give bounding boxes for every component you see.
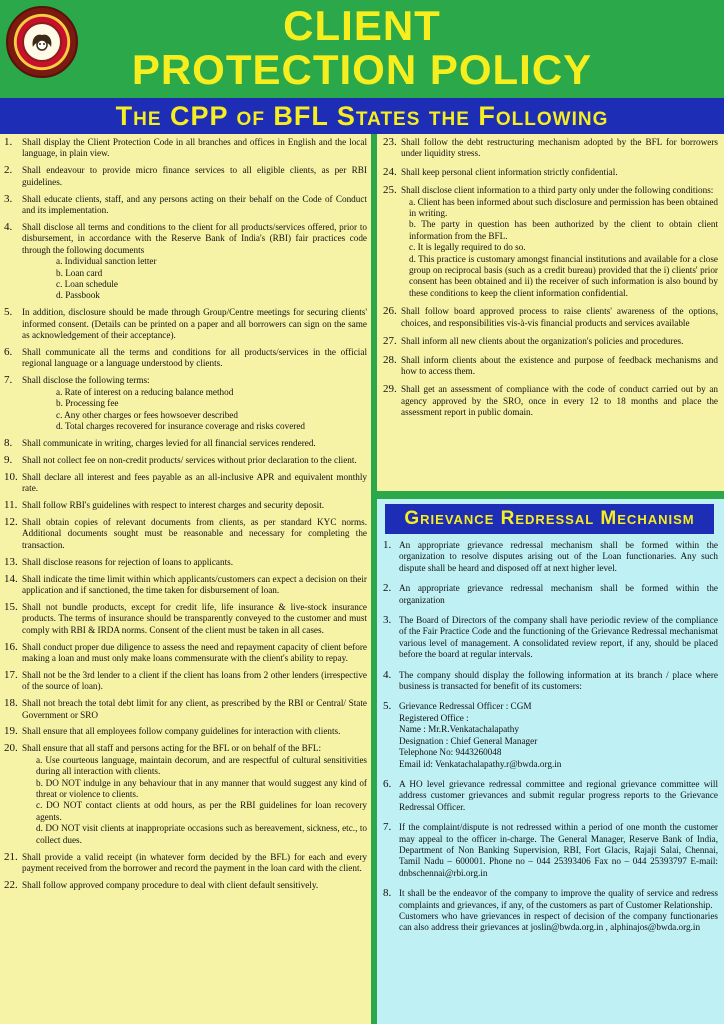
sub-item: a. Rate of interest on a reducing balance method <box>56 386 234 397</box>
policy-list-left <box>0 134 374 1024</box>
sub-item: c. Loan schedule <box>56 278 118 289</box>
item-text <box>22 455 367 466</box>
list-item <box>2 574 367 597</box>
list-item <box>2 602 367 636</box>
list-item <box>2 472 367 495</box>
grievance-heading: Grievance Redressal Mechanism <box>385 504 714 534</box>
item-number: 9. <box>4 453 13 466</box>
info-line: Designation : Chief General Manager <box>399 735 538 746</box>
item-number: 6. <box>383 777 392 790</box>
item-text <box>399 540 718 574</box>
item-body: If the complaint/dispute is not redressed within a period of one month the customer may appeal to the officer in-charge. The General Manager, Reserve Bank of India, Department of Non Banking Supervision, RBI, Fort Glacis, Rajaji Salai, Chennai, Tamil Nadu – 600001. Phone no – 044 25393406 Fax no – 044 25393797 E-mail: dnbschennai@rbi.org.in <box>399 822 718 878</box>
item-text <box>22 517 367 551</box>
item-number: 8. <box>383 887 392 900</box>
item-text <box>401 167 718 178</box>
list-item <box>381 306 718 329</box>
item-text <box>22 852 367 875</box>
item-body: Shall endeavour to provide micro finance services to all eligible clients, as per RBI guidelines. <box>22 165 367 187</box>
item-number: 12. <box>4 515 18 528</box>
item-text <box>399 670 718 693</box>
item-text <box>401 355 718 378</box>
sub-item: a. Use courteous language, maintain decorum, and are respectful of cultural sensitivities during all interaction with clients. <box>36 754 367 777</box>
item-body: Shall disclose reasons for rejection of loans to applicants. <box>22 556 234 567</box>
item-text <box>22 574 367 597</box>
sub-item: a. Client has been informed about such disclosure and permission has been obtained in writing. <box>409 196 718 219</box>
item-body: The Board of Directors of the company shall have periodic review of the compliance of the Fair Practice Code and the functioning of the Grievance Redressal mechanismat various level of management. A consolidated review report, if any, should be placed before the board at regular intervals. <box>399 615 718 660</box>
item-number: 8. <box>4 436 13 449</box>
item-body: Shall not be the 3rd lender to a client if the client has loans from 2 other lenders (irrespective of the source of loan). <box>22 669 367 692</box>
list-item <box>2 137 367 160</box>
item-number: 27. <box>383 335 397 348</box>
list-item <box>2 726 367 737</box>
item-number: 29. <box>383 383 397 396</box>
item-text <box>401 336 718 347</box>
sub-item: b. The party in question has been authorized by the client to obtain client information from the BFL. <box>409 219 718 241</box>
item-number: 14. <box>4 572 18 585</box>
item-number: 22. <box>4 878 18 891</box>
item-number: 3. <box>383 614 392 627</box>
item-number: 18. <box>4 697 18 710</box>
list-item <box>2 307 367 341</box>
item-body: Shall keep personal client information strictly confidential. <box>401 166 618 177</box>
item-number: 15. <box>4 600 18 613</box>
item-number: 4. <box>4 220 13 233</box>
item-number: 2. <box>4 164 13 177</box>
item-body: Shall display the Client Protection Code in all branches and offices in English and the local language, in plain view. <box>22 137 367 159</box>
item-number: 26. <box>383 305 397 318</box>
item-text <box>22 438 367 449</box>
list-item <box>2 557 367 568</box>
list-item <box>381 583 718 606</box>
item-number: 20. <box>4 742 18 755</box>
item-number: 21. <box>4 850 18 863</box>
list-item <box>2 347 367 370</box>
item-text <box>399 779 718 813</box>
item-body: Shall disclose client information to a third party only under the following conditions: <box>401 185 714 196</box>
info-line: Email id: Venkatachalapathy.r@bwda.org.in <box>399 758 562 769</box>
item-number: 16. <box>4 640 18 653</box>
item-number: 1. <box>383 539 392 551</box>
list-item <box>2 852 367 875</box>
item-text <box>22 165 367 188</box>
sub-item: d. Passbook <box>56 290 100 301</box>
item-number: 1. <box>4 136 13 148</box>
item-body: Shall educate clients, staff, and any persons acting on their behalf on the Code of Conduct and its implementation. <box>22 193 367 216</box>
list-item <box>2 642 367 665</box>
item-text <box>22 670 367 693</box>
item-body: Shall obtain copies of relevant documents from clients, as per standard KYC norms. Additional documents sought must be reasonable and necessary for completing the transaction. <box>22 516 367 550</box>
sub-item: c. DO NOT contact clients at odd hours, as per the RBI guidelines for loan recovery agents. <box>36 800 367 822</box>
item-body: An appropriate grievance redressal mechanism shall be formed within the organization <box>399 583 718 605</box>
info-line: Name : Mr.R.Venkatachalapathy <box>399 724 519 735</box>
item-body: Shall inform all new clients about the organization's policies and procedures. <box>401 336 684 347</box>
header <box>0 0 724 98</box>
item-body: Shall not collect fee on non-credit products/ services without prior declaration to the client. <box>22 454 357 465</box>
item-body: Shall follow the debt restructuring mechanism adopted by the BFL for borrowers under liquidity stress. <box>401 137 718 159</box>
item-text <box>22 698 367 721</box>
item-body: Shall disclose all terms and conditions to the client for all products/services offered, prior to disbursement, in accordance with the Reserve Bank of India's (RBI) fair practices code through the following documents <box>22 221 367 255</box>
item-body: Shall provide a valid receipt (in whatever form decided by the BFL) for each and every payment received from the borrower and record the payment in the loan card with the client. <box>22 851 367 873</box>
item-body: Shall ensure that all staff and persons acting for the BFL or on behalf of the BFL: <box>22 743 322 754</box>
item-body: Shall not bundle products, except for credit life, life insurance & live-stock insurance products. The terms of insurance should be transparently conveyed to the customer and must comply with RBI & IRDA norms. Consent of the client must be taken in all cases. <box>22 601 367 635</box>
item-number: 28. <box>383 353 397 366</box>
page-title-line-2: PROTECTION POLICY <box>131 46 593 93</box>
item-number: 3. <box>4 192 13 205</box>
list-item <box>381 701 718 769</box>
list-item <box>2 194 367 217</box>
item-text <box>399 583 718 606</box>
sub-item: d. Total charges recovered for insurance coverage and risks covered <box>56 420 306 431</box>
item-number: 19. <box>4 725 18 738</box>
list-item <box>2 517 367 551</box>
item-number: 13. <box>4 555 18 568</box>
item-text <box>22 347 367 370</box>
item-number: 23. <box>383 136 397 148</box>
list-item <box>381 670 718 693</box>
item-number: 10. <box>4 470 18 483</box>
item-text <box>399 888 718 934</box>
list-item <box>2 670 367 693</box>
sub-item: a. Individual sanction letter <box>56 256 157 267</box>
item-text <box>399 701 718 769</box>
item-body: Shall declare all interest and fees payable as an all-inclusive APR and equivalent monthly rate. <box>22 471 367 494</box>
item-number: 6. <box>4 346 13 358</box>
sub-item: b. Processing fee <box>56 398 119 409</box>
item-text <box>399 822 718 879</box>
list-item <box>2 455 367 466</box>
item-text <box>22 743 367 846</box>
info-line: Customers who have grievances in respect of decision of the company functionaries can also address their grievances at joslin@bwda.org.in , alphinajos@bwda.org.in <box>399 910 718 933</box>
item-body: Shall follow board approved process to raise clients' awareness of the options, choices, and responsibilities vis-à-vis financial products and services available <box>401 306 718 328</box>
info-line: It shall be the endeavor of the company to improve the quality of service and redress complaints and grievances, if any, of the customers as part of Customer Relationship. <box>399 888 718 910</box>
item-text <box>22 602 367 636</box>
item-body: Shall follow approved company procedure to deal with client default sensitively. <box>22 879 319 890</box>
item-body: Shall inform clients about the existence and purpose of feedback mechanisms and how to access them. <box>401 354 718 376</box>
item-body: Shall communicate in writing, charges levied for all financial services rendered. <box>22 437 316 448</box>
item-text <box>22 375 367 432</box>
item-body: Shall disclose the following terms: <box>22 375 150 386</box>
info-line: Grievance Redressal Officer : CGM <box>399 701 532 712</box>
item-text <box>22 137 367 160</box>
item-number: 5. <box>383 700 392 713</box>
item-body: A HO level grievance redressal committee and regional grievance committee will address customer grievances and submit regular progress reports to the Grievance Redressal Officer. <box>399 778 718 812</box>
list-item <box>2 375 367 432</box>
item-text <box>22 222 367 302</box>
item-text <box>22 557 367 568</box>
item-text <box>401 137 718 160</box>
list-item <box>381 888 718 934</box>
sub-item: c. Any other charges or fees howsoever described <box>56 409 238 420</box>
item-text <box>22 307 367 341</box>
item-number: 11. <box>4 498 18 511</box>
page-title-line-1: CLIENT <box>283 2 441 49</box>
item-text <box>22 472 367 495</box>
sub-item: c. It is legally required to do so. <box>409 242 526 253</box>
item-body: An appropriate grievance redressal mechanism shall be formed within the organization to resolve disputes arising out of the Loan functionaries. Any such dispute shall be heard and disposed off at next higher level. <box>399 540 718 573</box>
sub-item: b. DO NOT indulge in any behaviour that in any manner that would suggest any kind of threat or violence to clients. <box>36 777 367 799</box>
item-text <box>399 615 718 661</box>
list-item <box>381 167 718 178</box>
item-number: 4. <box>383 668 392 681</box>
list-item <box>381 540 718 574</box>
item-body: The company should display the following information at its branch / place where business is transacted for benefit of its customers: <box>399 669 718 692</box>
list-item <box>2 222 367 302</box>
item-text <box>22 880 367 891</box>
grievance-list <box>381 540 718 934</box>
list-item <box>381 185 718 299</box>
item-number: 24. <box>383 165 397 178</box>
item-text <box>401 384 718 418</box>
item-number: 17. <box>4 668 18 681</box>
item-text <box>401 306 718 329</box>
item-text <box>22 726 367 737</box>
item-body: In addition, disclosure should be made through Group/Centre meetings for securing clients' informed consent. (Details can be printed on a paper and all borrowers can sign on the same as acknowledgement of their acceptance). <box>22 307 367 341</box>
item-number: 5. <box>4 306 13 319</box>
item-body: Shall indicate the time limit within which applicants/customers can expect a decision on their application and if sanctioned, the time taken for disbursement of loan. <box>22 573 367 595</box>
list-item <box>381 822 718 879</box>
item-number: 25. <box>383 184 397 197</box>
item-text <box>22 500 367 511</box>
info-line: Registered Office : <box>399 712 469 723</box>
policy-list-right <box>377 134 724 491</box>
item-body: Shall not breach the total debt limit for any client, as prescribed by the RBI or Central/ State Government or SRO <box>22 698 367 720</box>
item-text <box>22 194 367 217</box>
list-item <box>2 880 367 891</box>
item-text <box>401 185 718 299</box>
sub-item: d. DO NOT visit clients at inappropriate occasions such as bereavement, sickness, etc., to collect dues. <box>36 823 367 845</box>
item-number: 2. <box>383 582 392 595</box>
grievance-section <box>377 499 724 1024</box>
list-item <box>2 500 367 511</box>
list-item <box>2 438 367 449</box>
item-body: Shall communicate all the terms and conditions for all products/services in the official regional language or a language understood by clients. <box>22 347 367 369</box>
list-item <box>381 384 718 418</box>
item-number: 7. <box>4 374 13 387</box>
list-item <box>381 615 718 661</box>
list-item <box>2 165 367 188</box>
item-body: Shall get an assessment of compliance with the code of conduct carried out by an agency approved by the SRO, once in every 12 to 18 months and place the assessment report in public domain. <box>401 384 718 418</box>
info-line: Telephone No: 9443260048 <box>399 747 502 758</box>
list-item <box>381 336 718 347</box>
list-item <box>381 355 718 378</box>
item-body: Shall ensure that all employees follow company guidelines for interaction with clients. <box>22 726 341 737</box>
item-body: Shall follow RBI's guidelines with respect to interest charges and security deposit. <box>22 499 325 510</box>
list-item <box>381 137 718 160</box>
item-number: 7. <box>383 821 392 834</box>
list-item <box>2 743 367 846</box>
section-heading: The CPP of BFL States the Following <box>0 98 724 134</box>
item-text <box>22 642 367 665</box>
sub-item: d. This practice is customary amongst financial institutions and available for a close group on reciprocal basis (such as a credit bureau) provided that the i) clients' prior consent has been obtained and ii) the receiver of such information is also bound by these conditions to keep the client information confidential. <box>409 253 718 298</box>
list-item <box>2 698 367 721</box>
sub-item: b. Loan card <box>56 267 103 278</box>
list-item <box>381 779 718 813</box>
item-body: Shall conduct proper due diligence to assess the need and repayment capacity of client before making a loan and must only make loans commensurate with the client's ability to repay. <box>22 641 367 663</box>
